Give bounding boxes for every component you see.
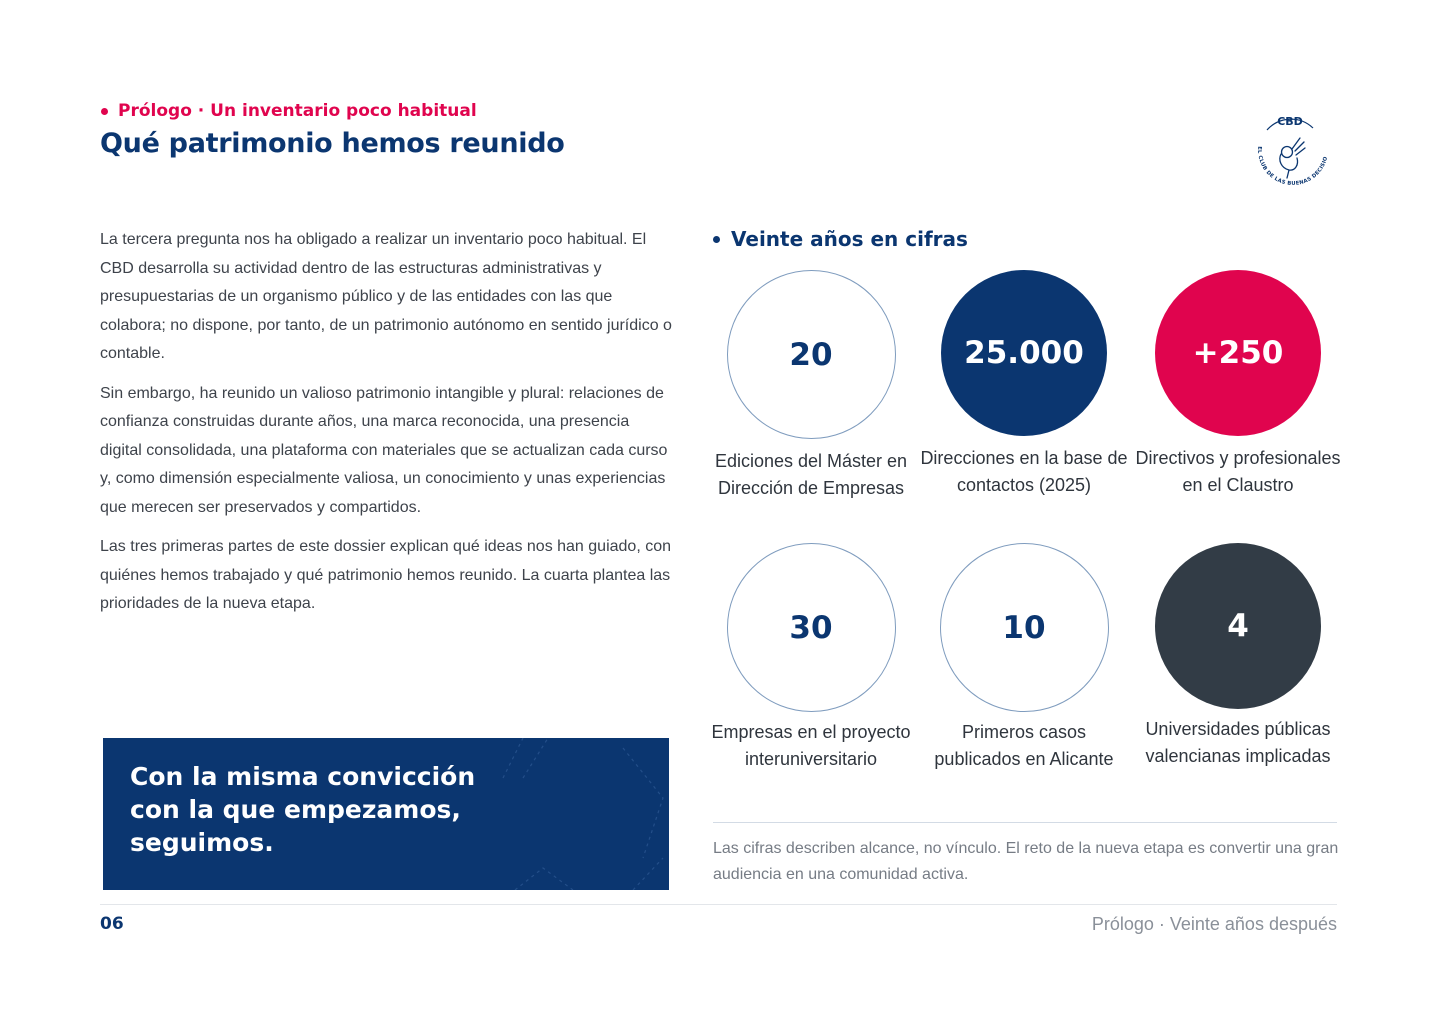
paragraph: Las tres primeras partes de este dossier explican qué ideas nos han guiado, con quiénes hemos trabajado y qué patrimonio hemos reunido. La cuarta plantea las prioridades de la nueva etapa. bbox=[100, 538, 672, 612]
paragraph: La tercera pregunta nos ha obligado a realizar un inventario poco habitual. El CBD desarrolla su actividad dentro de las estructuras administrativas y presupuestarias de un organismo público y de las entidades con las que colabora; no dispone, por tanto, de un patrimonio autónomo en sentido jurídico o contable. bbox=[100, 231, 672, 362]
footer-section-title: Prólogo · Veinte años después bbox=[1091, 914, 1337, 934]
logo-tagline: EL CLUB DE LAS BUENAS DECISIO bbox=[1256, 146, 1330, 187]
bullet-dot-icon bbox=[101, 108, 108, 115]
quote-text: Con la misma convicción con la que empezamos, seguimos. bbox=[130, 762, 476, 857]
stat-circle bbox=[1155, 270, 1321, 436]
divider bbox=[713, 822, 1337, 823]
stat-circle bbox=[1155, 543, 1321, 709]
stat-value: +250 bbox=[1192, 335, 1284, 371]
stat-circle bbox=[727, 543, 896, 712]
stat-item bbox=[1131, 270, 1345, 498]
stat-item bbox=[917, 270, 1131, 498]
page-number: 06 bbox=[100, 914, 124, 934]
intro-text bbox=[100, 226, 675, 630]
stat-item bbox=[917, 543, 1131, 772]
stat-label: Ediciones del Máster en Dirección de Empresas bbox=[714, 451, 908, 498]
footer-divider bbox=[100, 904, 1337, 905]
cbd-logo bbox=[1245, 108, 1335, 198]
stats-heading-text: Veinte años en cifras bbox=[731, 227, 968, 251]
stat-value: 4 bbox=[1227, 608, 1249, 644]
stat-value: 30 bbox=[789, 609, 833, 646]
quote-box bbox=[103, 738, 669, 890]
logo-wordmark: CBD bbox=[1277, 115, 1303, 128]
stat-label: Direcciones en la base de contactos (2025) bbox=[920, 448, 1128, 495]
stat-label: Primeros casos publicados en Alicante bbox=[934, 722, 1114, 769]
stat-value: 10 bbox=[1002, 609, 1046, 646]
stat-label: Directivos y profesionales en el Claustro bbox=[1135, 448, 1341, 495]
stats-heading bbox=[713, 227, 968, 251]
stats-note: Las cifras describen alcance, no vínculo. El reto de la nueva etapa es convertir una gran audiencia en una comunidad activa. bbox=[713, 840, 1339, 883]
stat-item bbox=[704, 543, 918, 772]
page-title: Qué patrimonio hemos reunido bbox=[100, 128, 565, 159]
stat-item bbox=[1131, 543, 1345, 769]
paragraph: Sin embargo, ha reunido un valioso patrimonio intangible y plural: relaciones de confianza construidas durante años, una marca reconocida, una presencia digital consolidada, una plataforma con materiales que se actualizan cada curso y, como dimensión especialmente valiosa, un conocimiento y unas experiencias que merecen ser preservados y compartidos. bbox=[100, 384, 668, 516]
stat-item bbox=[704, 270, 918, 501]
stat-label: Universidades públicas valencianas implicadas bbox=[1145, 719, 1331, 766]
stat-value: 20 bbox=[789, 336, 833, 373]
stat-circle bbox=[727, 270, 896, 439]
eyebrow-text: Prólogo · Un inventario poco habitual bbox=[118, 101, 477, 121]
stat-value: 25.000 bbox=[964, 335, 1084, 371]
stat-label: Empresas en el proyecto interuniversitario bbox=[711, 722, 911, 769]
bullet-dot-icon bbox=[713, 236, 720, 243]
hand-ok-icon bbox=[1245, 108, 1335, 198]
section-eyebrow bbox=[101, 101, 477, 121]
stat-circle bbox=[941, 270, 1107, 436]
stat-circle bbox=[940, 543, 1109, 712]
